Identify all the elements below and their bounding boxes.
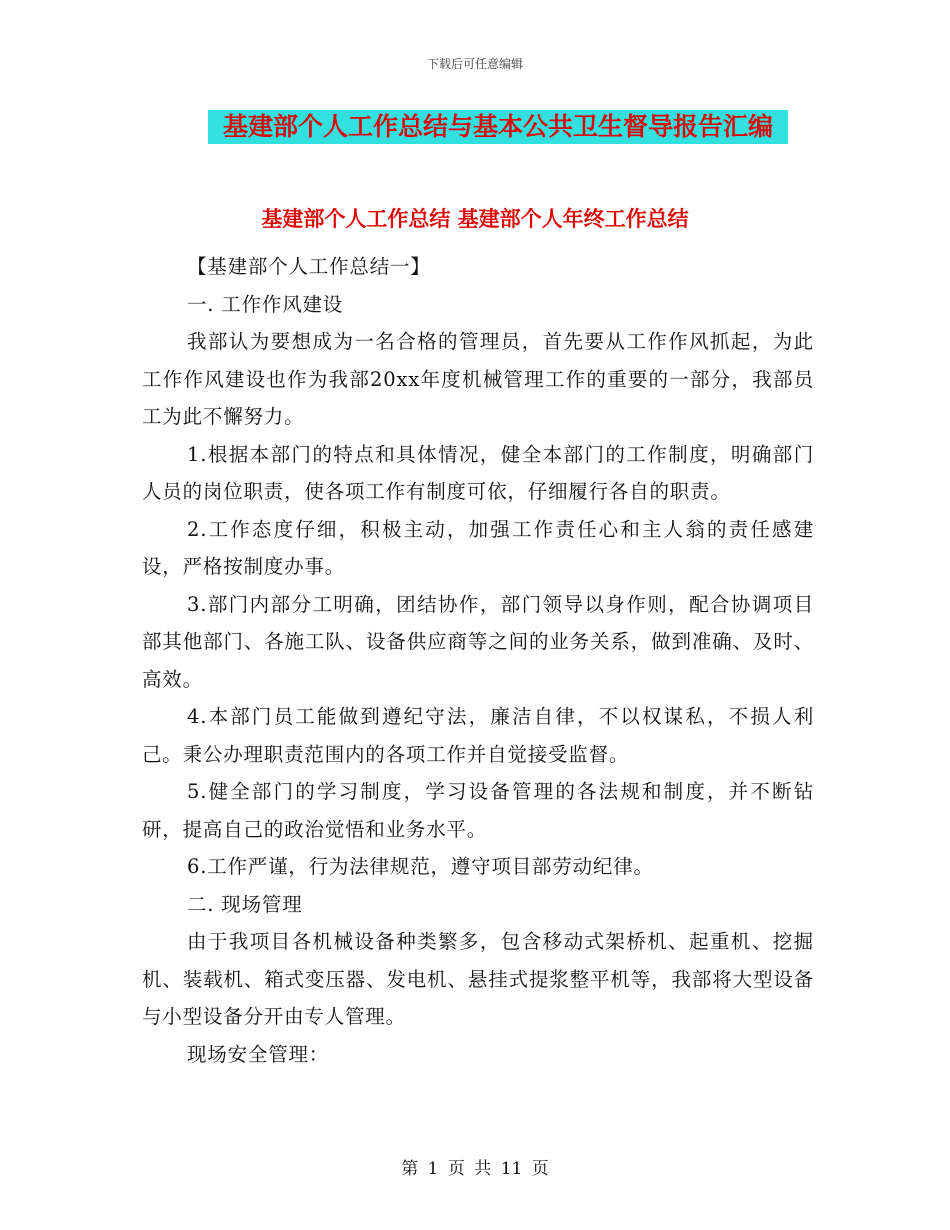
- section-heading: 二. 现场管理: [187, 892, 303, 916]
- section-heading: 一. 工作作风建设: [187, 292, 344, 316]
- list-item: 1.根据本部门的特点和具体情况，健全本部门的工作制度，明确部门人员的岗位职责，使各项工作有制度可依，仔细履行各自的职责。: [142, 442, 814, 503]
- header-note: 下载后可任意编辑: [426, 57, 523, 71]
- paragraph: 我部认为要想成为一名合格的管理员，首先要从工作作风抓起，为此工作作风建设也作为我部20xx年度机械管理工作的重要的一部分，我部员工为此不懈努力。: [142, 330, 814, 428]
- page-number-footer: 第 1 页 共 11 页: [401, 1159, 549, 1179]
- document-body: [142, 248, 814, 1073]
- list-item: 3.部门内部分工明确，团结协作，部门领导以身作则，配合协调项目部其他部门、各施工队、设备供应商等之间的业务关系，做到准确、及时、高效。: [142, 592, 814, 691]
- paragraph-heading: 【基建部个人工作总结一】: [187, 255, 431, 278]
- section-title: 基建部个人工作总结 基建部个人年终工作总结: [261, 207, 689, 231]
- list-item: 5.健全部门的学习制度，学习设备管理的各法规和制度，并不断钻研，提高自己的政治觉悟和业务水平。: [142, 780, 814, 841]
- list-item: 6.工作严谨，行为法律规范，遵守项目部劳动纪律。: [187, 855, 654, 878]
- list-item: 2.工作态度仔细，积极主动，加强工作责任心和主人翁的责任感建设，严格按制度办事。: [142, 517, 814, 578]
- paragraph: 由于我项目各机械设备种类繁多，包含移动式架桥机、起重机、挖掘机、装载机、箱式变压器、发电机、悬挂式提浆整平机等，我部将大型设备与小型设备分开由专人管理。: [142, 930, 814, 1028]
- list-item: 4.本部门员工能做到遵纪守法，廉洁自律，不以权谋私，不损人利己。秉公办理职责范围内的各项工作并自觉接受监督。: [142, 705, 814, 766]
- document-title: 基建部个人工作总结与基本公共卫生督导报告汇编: [208, 110, 788, 144]
- paragraph: 现场安全管理：: [187, 1042, 330, 1066]
